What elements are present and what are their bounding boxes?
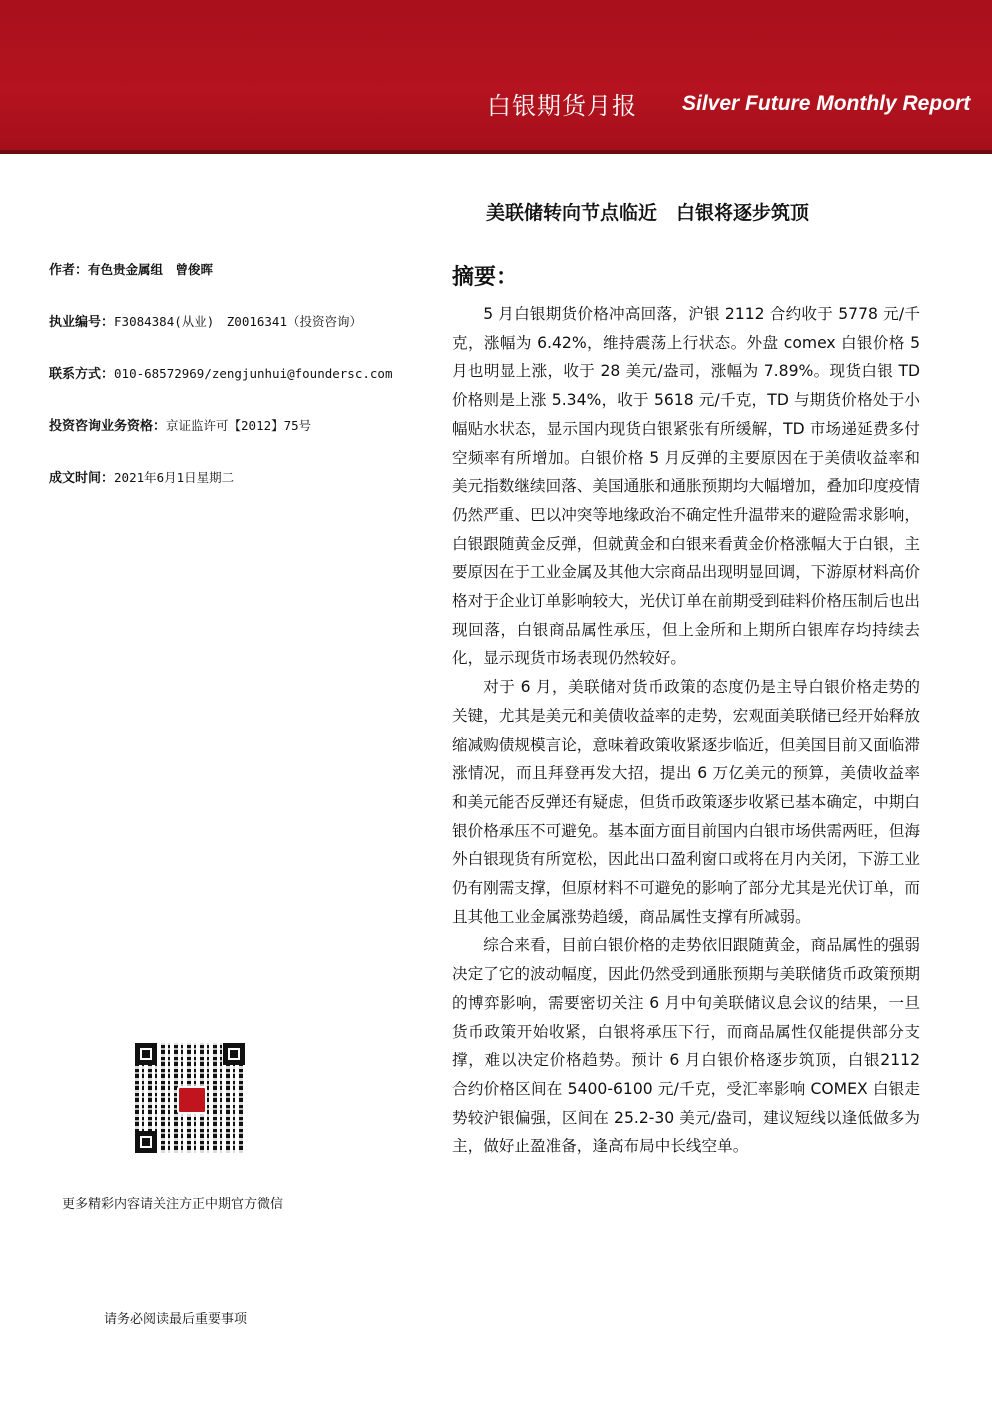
report-series-title-cn: 白银期货月报	[487, 92, 637, 120]
contact-value: 010-68572969/zengjunhui@foundersc.com	[114, 366, 393, 381]
abstract-body	[452, 300, 920, 1161]
abstract-paragraph: 综合来看，目前白银价格的走势依旧跟随黄金，商品属性的强弱决定了它的波动幅度，因此仍然受到通胀预期与美联储货币政策预期的博弈影响，需要密切关注 6 月中旬美联储议息会议的结果，一旦货币政策开始收紧，白银将承压下行，而商品属性仅能提供部分支撑，难以决定价格趋势。预计 6 月白银价格逐步筑顶，白银2112 合约价格区间在 5400-6100 元/千克，受汇率影响 COMEX 白银走势较沪银偏强，区间在 25.2-30 美元/盎司，建议短线以逢低做多为主，做好止盈准备，逢高布局中长线空单。	[452, 936, 920, 1156]
date-label: 成文时间：	[49, 471, 115, 486]
abstract-paragraph: 对于 6 月，美联储对货币政策的态度仍是主导白银价格走势的关键，尤其是美元和美债收益率的走势，宏观面美联储已经开始释放缩减购债规模言论，意味着政策收紧逐步临近，但美国目前又面临滞涨情况，而且拜登再发大招，提出 6 万亿美元的预算，美债收益率和美元能否反弹还有疑虑，但货币政策逐步收紧已基本确定，中期白银价格承压不可避免。基本面方面目前国内白银市场供需两旺，但海外白银现货有所宽松，因此出口盈利窗口或将在月内关闭，下游工业仍有刚需支撑，但原材料不可避免的影响了部分尤其是光伏订单，而且其他工业金属涨势趋缓，商品属性支撑有所减弱。	[452, 678, 920, 926]
qualification-value: 京证监许可【2012】75号	[166, 418, 312, 433]
author-value: 有色贵金属组 曾俊晖	[88, 262, 214, 277]
contact-line	[49, 363, 392, 382]
author-line	[49, 259, 213, 278]
qualification-line	[49, 415, 311, 434]
qualification-label: 投资咨询业务资格：	[49, 419, 167, 434]
contact-label: 联系方式：	[49, 367, 115, 382]
report-title: 美联储转向节点临近 白银将逐步筑顶	[486, 202, 810, 224]
date-value: 2021年6月1日星期二	[114, 470, 235, 485]
report-series-title-en: Silver Future Monthly Report	[682, 92, 971, 115]
qr-finder-icon	[223, 1043, 245, 1065]
license-line	[49, 311, 362, 330]
abstract-paragraph: 5 月白银期货价格冲高回落，沪银 2112 合约收于 5778 元/千克，涨幅为 6.42%，维持震荡上行状态。外盘 comex 白银价格 5 月也明显上涨，收于 28 美元/盎司，涨幅为 7.89%。现货白银 TD 价格则是上涨 5.34%，收于 5618 元/千克，TD 与期货价格处于小幅贴水状态，显示国内现货白银紧张有所缓解，TD 市场递延费多付空频率有所增加。白银价格 5 月反弹的主要原因在于美债收益率和美元指数继续回落、美国通胀和通胀预期均大幅增加，叠加印度疫情仍然严重、巴以冲突等地缘政治不确定性升温带来的避险需求影响，白银跟随黄金反弹，但就黄金和白银来看黄金价格涨幅大于白银，主要原因在于工业金属及其他大宗商品出现明显回调，下游原材料高价格对于企业订单影响较大，光伏订单在前期受到硅料价格压制后也出现回落，白银商品属性承压，但上金所和上期所白银库存均持续去化，显示现货市场表现仍然较好。	[452, 305, 920, 668]
report-header-banner	[0, 0, 992, 154]
date-line	[49, 467, 234, 486]
disclaimer-note: 请务必阅读最后重要事项	[104, 1312, 248, 1327]
company-logo-icon	[177, 1086, 207, 1114]
wechat-qr-code	[135, 1043, 245, 1153]
qr-caption: 更多精彩内容请关注方正中期官方微信	[62, 1197, 284, 1212]
qr-finder-icon	[135, 1131, 157, 1153]
license-label: 执业编号：	[49, 315, 115, 330]
qr-finder-icon	[135, 1043, 157, 1065]
abstract-heading: 摘要：	[452, 265, 519, 290]
license-value: F3084384(从业) Z0016341（投资咨询）	[114, 314, 362, 329]
author-label: 作者：	[49, 263, 89, 278]
